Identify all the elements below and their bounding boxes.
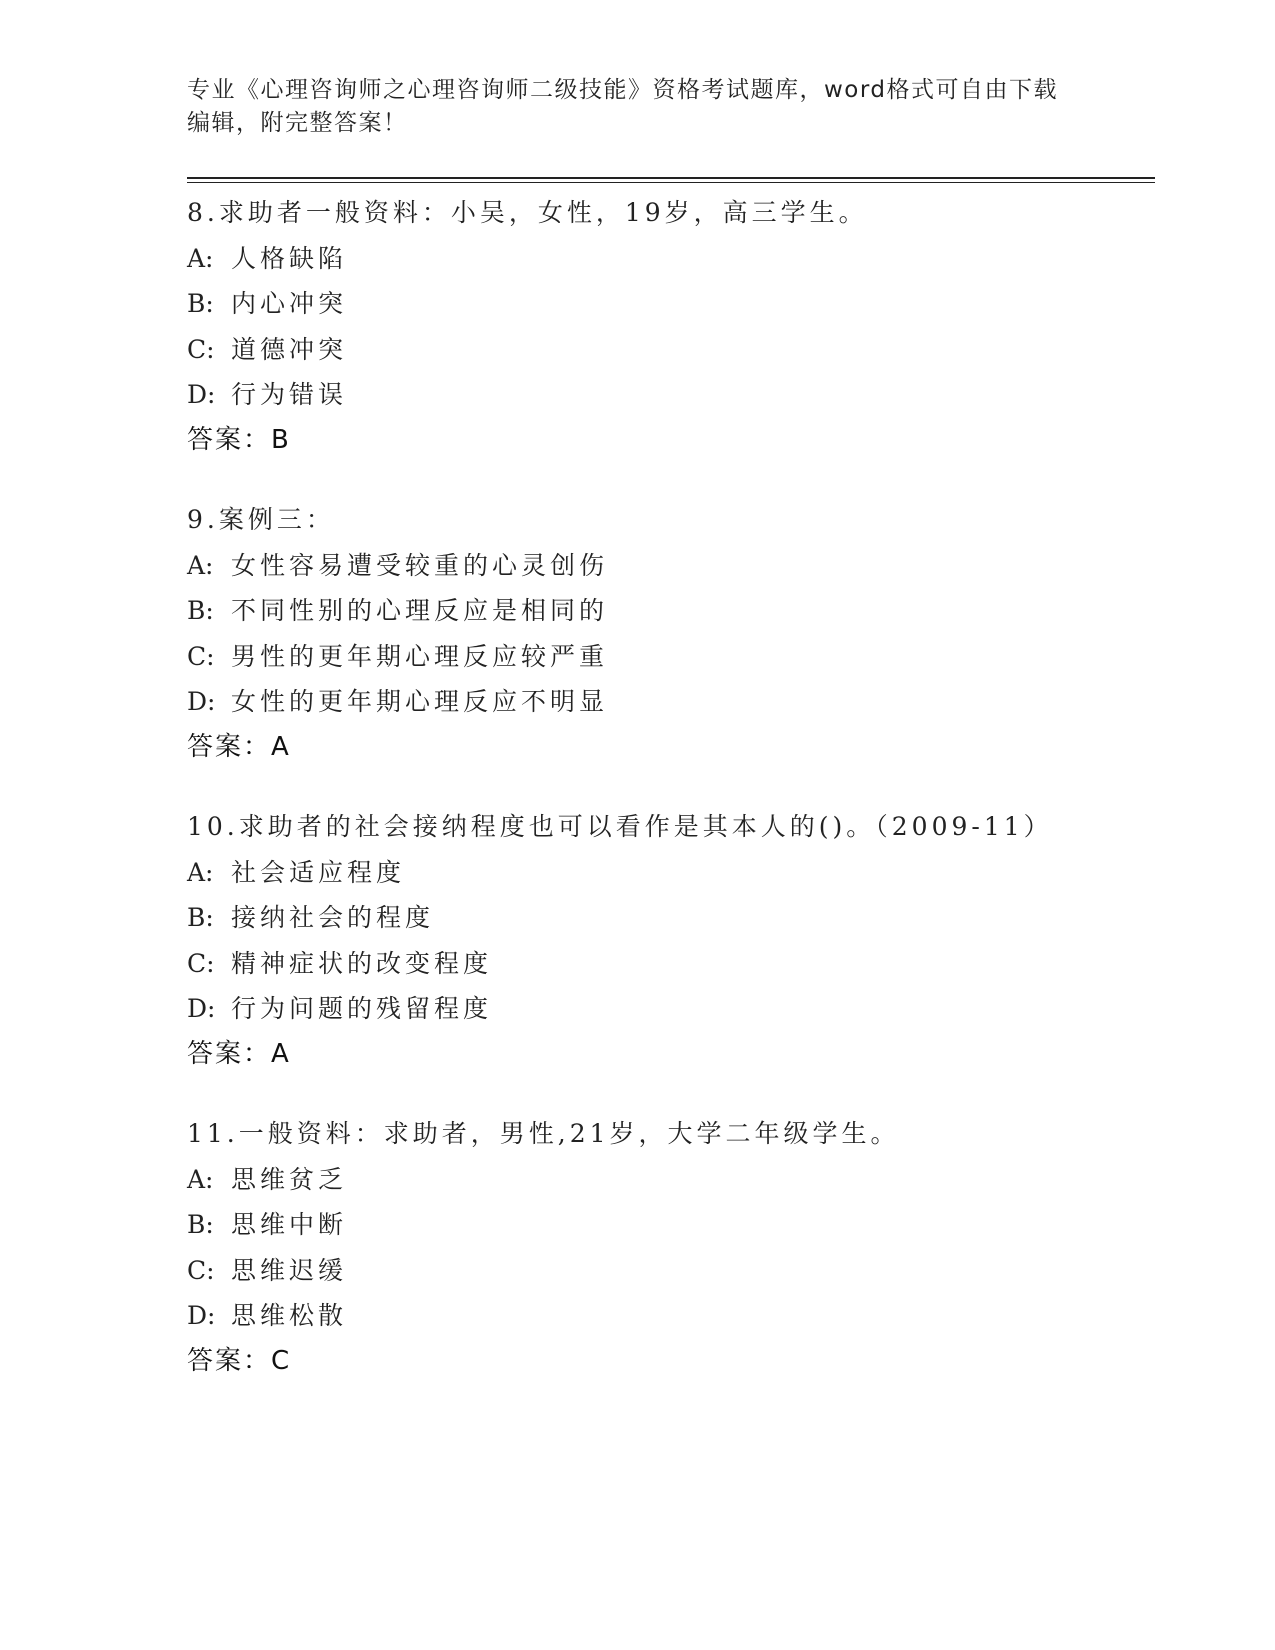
option-text: 不同性别的心理反应是相同的 <box>231 596 609 625</box>
option-text: 思维贫乏 <box>231 1164 348 1194</box>
option-text: 内心冲突 <box>231 289 348 318</box>
option-letter: B: <box>187 289 214 318</box>
answer-label: 答案：A <box>187 731 291 762</box>
question-11 <box>187 1111 1147 1384</box>
question-stem: 9.案例三： <box>187 505 335 534</box>
option-letter: C: <box>187 641 215 671</box>
option-letter: A: <box>187 243 214 273</box>
option-d <box>187 986 1147 1032</box>
answer-label: 答案：A <box>187 1038 291 1069</box>
option-c <box>187 941 1147 987</box>
option-letter: B: <box>187 1210 214 1239</box>
option-a <box>187 850 1147 896</box>
question-9 <box>187 497 1147 770</box>
option-text: 精神症状的改变程度 <box>231 948 493 978</box>
header-divider-thin <box>187 182 1155 183</box>
header-line-1: 专业《心理咨询师之心理咨询师二级技能》资格考试题库，word格式可自由下载 <box>187 77 1059 103</box>
question-10 <box>187 804 1147 1077</box>
header-line-2: 编辑，附完整答案！ <box>187 110 408 136</box>
option-text: 思维迟缓 <box>231 1255 348 1285</box>
header-divider-thick <box>187 177 1155 179</box>
option-d <box>187 1293 1147 1339</box>
option-letter: A: <box>187 1164 214 1194</box>
question-stem: 11.一般资料：求助者，男性,21岁，大学二年级学生。 <box>187 1119 900 1148</box>
option-text: 行为问题的残留程度 <box>231 994 493 1023</box>
option-letter: C: <box>187 948 215 978</box>
option-letter: B: <box>187 596 214 625</box>
option-c <box>187 327 1147 373</box>
option-text: 男性的更年期心理反应较严重 <box>231 641 609 671</box>
option-text: 道德冲突 <box>231 334 348 364</box>
option-text: 思维松散 <box>231 1301 348 1330</box>
option-letter: B: <box>187 903 214 932</box>
option-b <box>187 895 1147 941</box>
option-text: 人格缺陷 <box>231 243 348 273</box>
answer-label: 答案：B <box>187 424 291 455</box>
option-text: 女性的更年期心理反应不明显 <box>231 687 609 716</box>
option-c <box>187 1248 1147 1294</box>
question-stem: 8.求助者一般资料：小吴，女性，19岁，高三学生。 <box>187 198 868 227</box>
option-letter: D: <box>187 380 216 409</box>
option-letter: D: <box>187 687 216 716</box>
option-d <box>187 679 1147 725</box>
option-a <box>187 1157 1147 1203</box>
option-text: 行为错误 <box>231 380 348 409</box>
document-header <box>187 74 1087 140</box>
option-letter: A: <box>187 550 214 580</box>
option-letter: D: <box>187 994 216 1023</box>
option-a <box>187 236 1147 282</box>
option-letter: A: <box>187 857 214 887</box>
option-b <box>187 588 1147 634</box>
option-d <box>187 372 1147 418</box>
question-8 <box>187 190 1147 463</box>
option-b <box>187 281 1147 327</box>
option-a <box>187 543 1147 589</box>
option-text: 接纳社会的程度 <box>231 903 435 932</box>
option-letter: C: <box>187 334 215 364</box>
option-text: 社会适应程度 <box>231 857 406 887</box>
option-text: 女性容易遭受较重的心灵创伤 <box>231 550 609 580</box>
option-letter: C: <box>187 1255 215 1285</box>
option-b <box>187 1202 1147 1248</box>
answer-label: 答案：C <box>187 1345 292 1376</box>
option-letter: D: <box>187 1301 216 1330</box>
question-list <box>187 190 1147 1418</box>
option-c <box>187 634 1147 680</box>
option-text: 思维中断 <box>231 1210 348 1239</box>
question-stem: 10.求助者的社会接纳程度也可以看作是其本人的()。（2009-11） <box>187 812 1053 841</box>
